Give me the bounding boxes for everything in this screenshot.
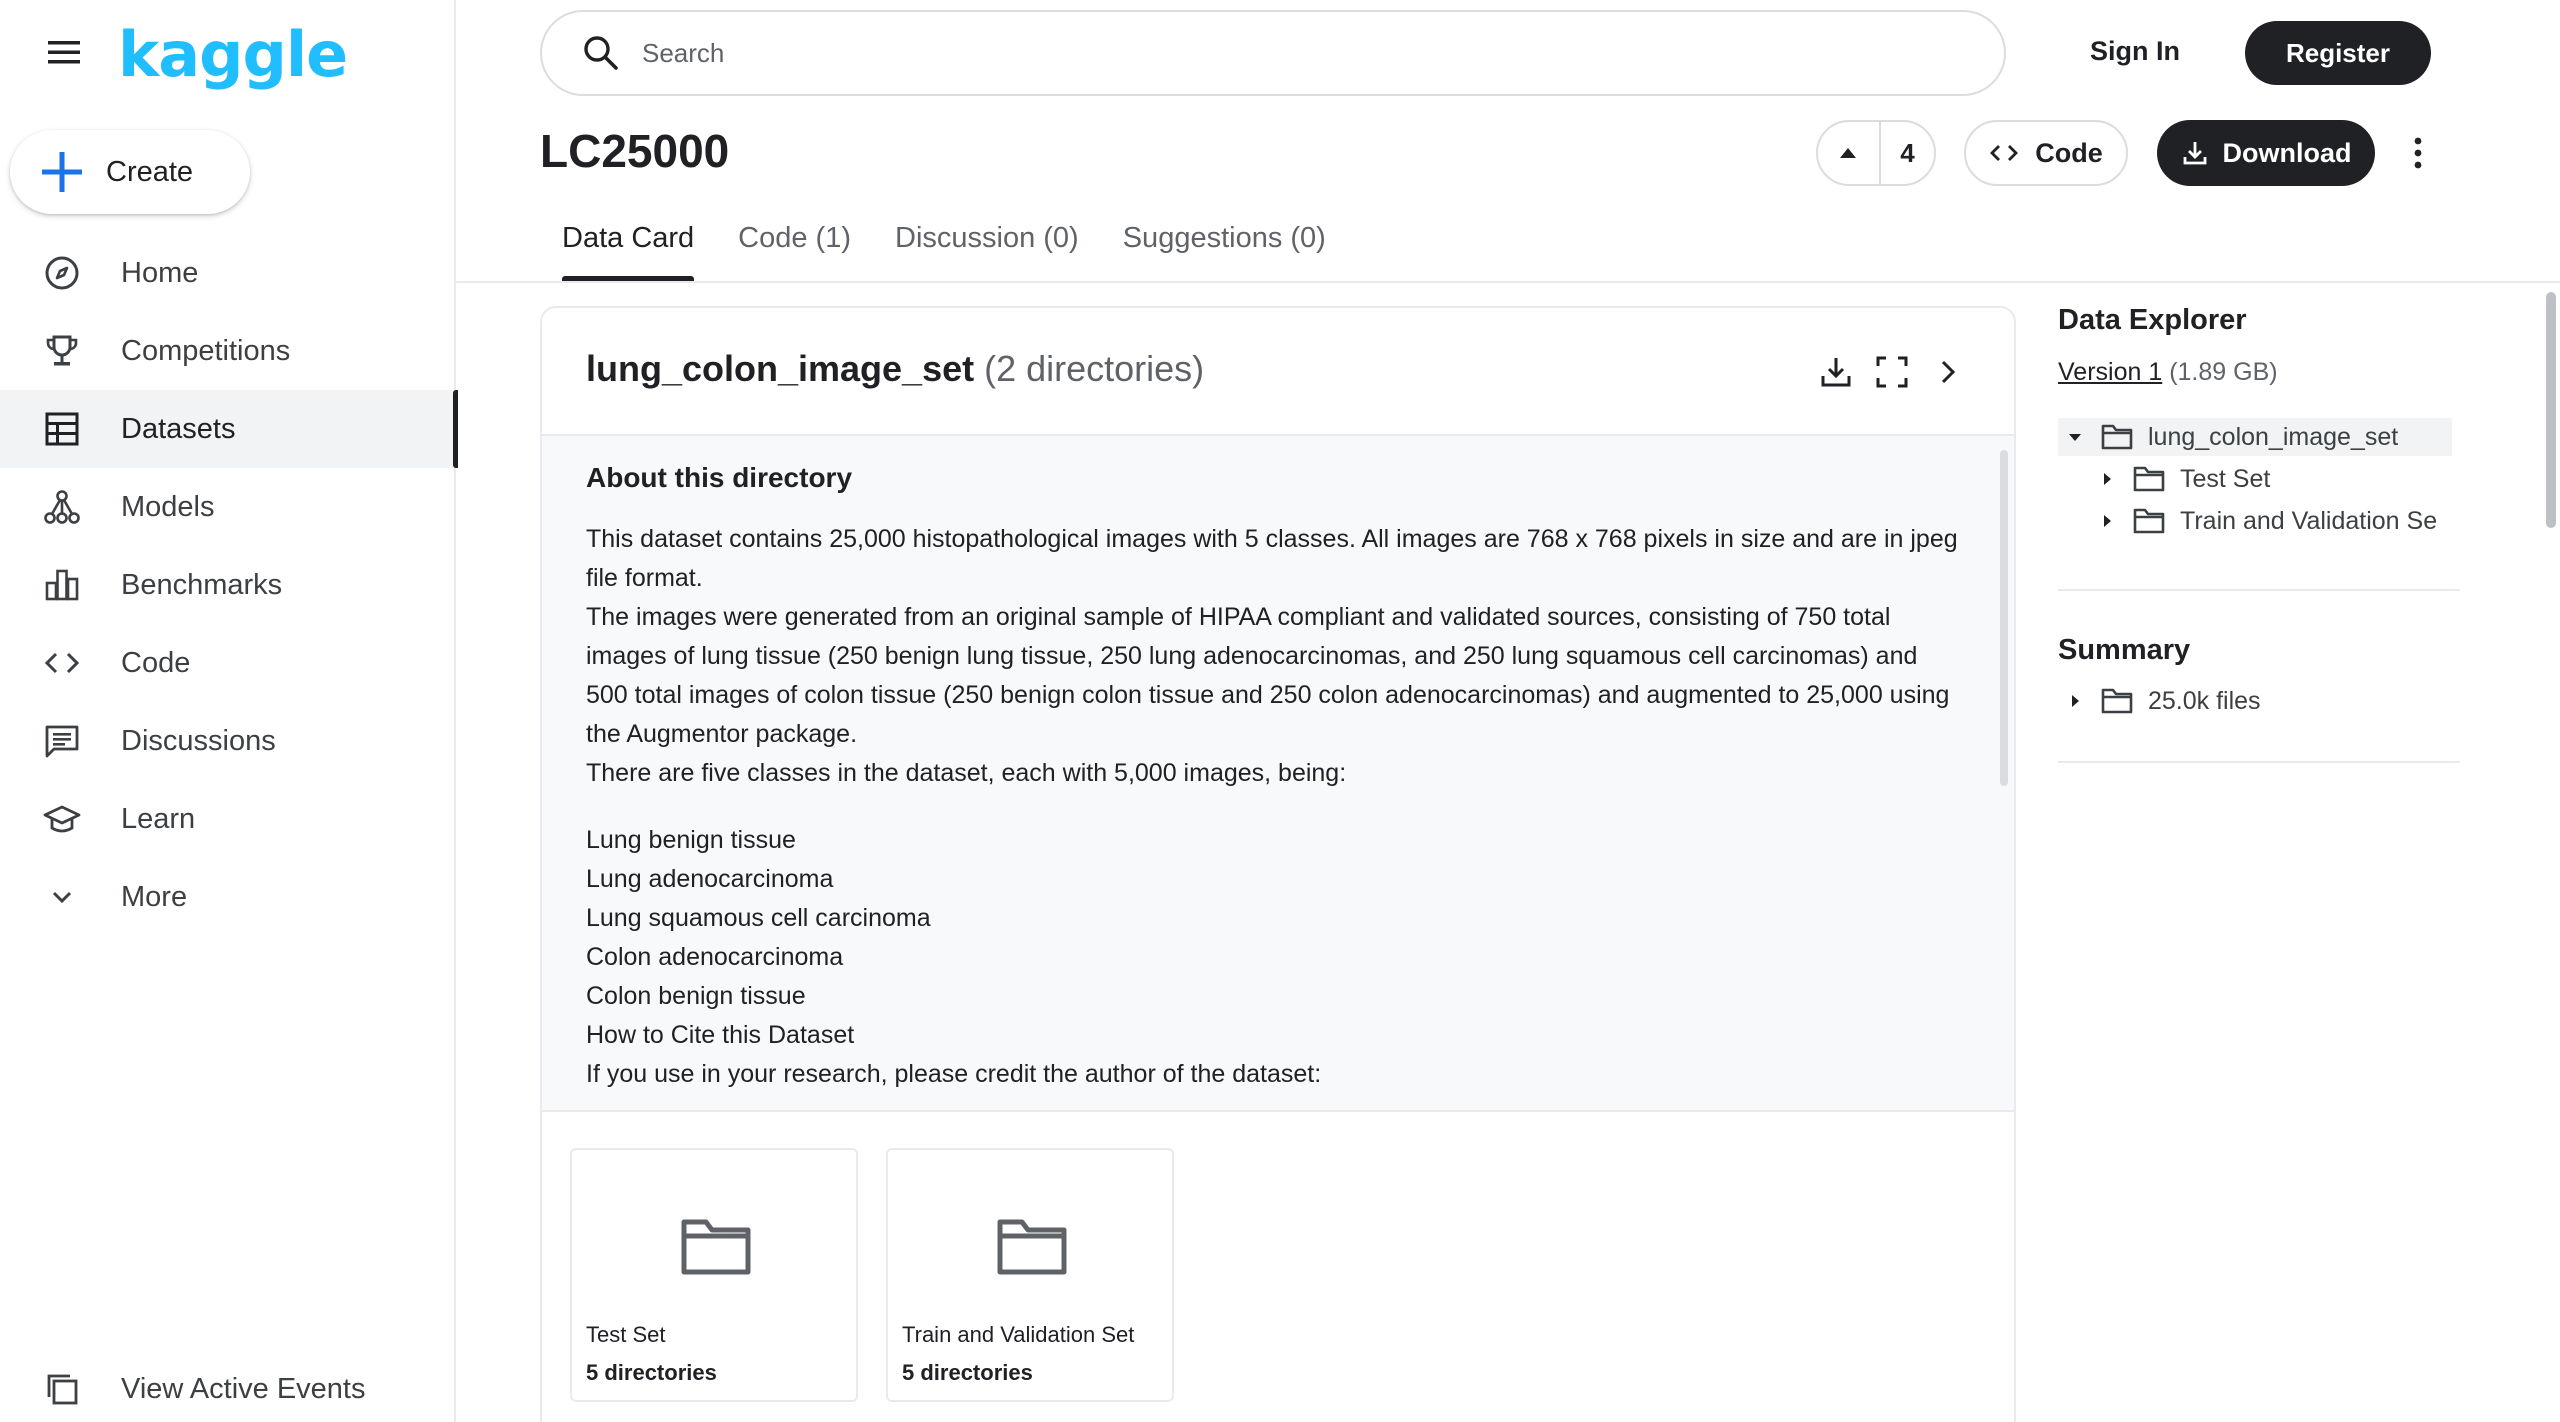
- comments-icon: [42, 721, 82, 761]
- sidebar-item-learn[interactable]: [0, 780, 456, 858]
- sidebar-item-benchmarks[interactable]: [0, 546, 456, 624]
- summary-files-item[interactable]: [2058, 682, 2438, 720]
- download-icon[interactable]: [1818, 354, 1854, 390]
- directory-count: (2 directories): [984, 348, 1205, 389]
- vote-count: 4: [1900, 137, 1915, 168]
- folder-icon: [2100, 687, 2134, 715]
- fullscreen-icon[interactable]: [1874, 354, 1910, 390]
- code-icon: [42, 643, 82, 683]
- download-button-label: Download: [2222, 137, 2352, 168]
- more-options-icon[interactable]: [2402, 133, 2434, 173]
- folder-icon: [996, 1216, 1068, 1276]
- version-size: (1.89 GB): [2169, 358, 2278, 386]
- caret-up-icon: [1838, 146, 1858, 160]
- folder-icon: [2132, 465, 2166, 493]
- tree-item-test-set[interactable]: [2090, 460, 2460, 498]
- about-directory-section: [542, 436, 2014, 1112]
- sidebar-item-more[interactable]: [0, 858, 456, 936]
- class-list-item: Colon adenocarcinoma: [586, 943, 844, 971]
- data-explorer-title: Data Explorer: [2058, 304, 2247, 336]
- chevron-down-icon: [42, 877, 82, 917]
- sidebar-item-models[interactable]: [0, 468, 456, 546]
- sidebar-item-home[interactable]: [0, 234, 456, 312]
- about-title: About this directory: [586, 462, 853, 493]
- sign-in-button[interactable]: Sign In: [2090, 36, 2180, 66]
- directory-title: [586, 348, 1204, 390]
- tile-name: Train and Validation Set: [902, 1322, 1135, 1347]
- tile-name: Test Set: [586, 1322, 666, 1347]
- graduation-cap-icon: [42, 799, 82, 839]
- card-header: [542, 308, 2014, 436]
- tree-item-lung-colon-image-set[interactable]: [2058, 418, 2452, 456]
- code-button[interactable]: [1964, 120, 2128, 186]
- trophy-icon: [42, 331, 82, 371]
- tree-item-label: Train and Validation Se: [2180, 506, 2438, 535]
- sidebar-item-label: Competitions: [121, 334, 291, 367]
- class-list-item: Colon benign tissue: [586, 982, 806, 1010]
- page-title: LC25000: [540, 125, 730, 177]
- folder-icon: [2132, 507, 2166, 535]
- summary-title: Summary: [2058, 634, 2191, 666]
- tab-code[interactable]: Code (1): [738, 222, 851, 254]
- sidebar-item-label: Benchmarks: [121, 568, 283, 601]
- sidebar-item-label: Learn: [121, 802, 196, 835]
- class-list-item: Lung benign tissue: [586, 826, 796, 854]
- table-icon: [42, 409, 82, 449]
- about-body: [586, 520, 1966, 1094]
- explorer-divider: [2058, 589, 2460, 591]
- class-list-item: Lung adenocarcinoma: [586, 865, 834, 893]
- sidebar-item-label: Home: [121, 256, 199, 289]
- sidebar-item-label: Code: [121, 646, 191, 679]
- caret-right-icon[interactable]: [2098, 512, 2116, 530]
- models-icon: [42, 487, 82, 527]
- sidebar-item-label: Discussions: [121, 724, 276, 757]
- version-info: [2058, 358, 2278, 387]
- tree-item-label: Test Set: [2180, 464, 2271, 493]
- download-icon: [2181, 139, 2209, 167]
- folder-icon: [680, 1216, 752, 1276]
- create-button[interactable]: [10, 130, 250, 214]
- bar-chart-icon: [42, 565, 82, 605]
- tabs-divider: [456, 281, 2560, 283]
- caret-down-icon[interactable]: [2066, 428, 2084, 446]
- search-input[interactable]: [642, 38, 1942, 69]
- about-scrollbar[interactable]: [2000, 450, 2008, 786]
- summary-divider: [2058, 761, 2460, 763]
- tab-data-card[interactable]: Data Card: [540, 210, 716, 282]
- tree-item-label: lung_colon_image_set: [2148, 422, 2399, 451]
- search-bar[interactable]: [540, 10, 2006, 96]
- sidebar: [0, 0, 456, 1422]
- chevron-right-icon[interactable]: [1930, 354, 1966, 390]
- directory-tiles: [542, 1112, 2014, 1422]
- menu-icon[interactable]: [44, 36, 84, 68]
- caret-right-icon[interactable]: [2066, 692, 2084, 710]
- sidebar-item-label: More: [121, 880, 188, 913]
- about-paragraph: This dataset contains 25,000 histopathological images with 5 classes. All images are 768 x 768 pixels in size and are in jpeg file format.: [586, 525, 1958, 592]
- tile-count: 5 directories: [902, 1360, 1033, 1385]
- view-active-events-link[interactable]: [0, 1350, 456, 1422]
- dataset-tabs: [540, 210, 1348, 282]
- sidebar-item-label: Datasets: [121, 412, 236, 445]
- code-icon: [1989, 138, 2019, 168]
- sidebar-item-code[interactable]: [0, 624, 456, 702]
- sidebar-item-datasets[interactable]: [0, 390, 456, 468]
- summary-files-label: 25.0k files: [2148, 686, 2261, 715]
- about-paragraph: The images were generated from an original sample of HIPAA compliant and validated sources, consisting of 750 total images of lung tissue (250 benign lung tissue, 250 lung adenocarcinomas, and 250 lung squamous cell carcinomas) and 500 total images of colon tissue (250 benign colon tissue and 250 colon adenocarcinomas) and augmented to 25,000 using the Augmentor package.: [586, 603, 1950, 748]
- plus-icon: [40, 150, 84, 194]
- folder-tile-test-set[interactable]: [570, 1148, 858, 1402]
- about-paragraph: There are five classes in the dataset, each with 5,000 images, being:: [586, 759, 1347, 787]
- create-label: Create: [106, 155, 194, 188]
- tab-suggestions[interactable]: Suggestions (0): [1122, 222, 1326, 254]
- download-button[interactable]: [2157, 120, 2375, 186]
- register-button[interactable]: Register: [2245, 21, 2431, 85]
- caret-right-icon[interactable]: [2098, 470, 2116, 488]
- sidebar-item-competitions[interactable]: [0, 312, 456, 390]
- view-active-events-label: View Active Events: [121, 1372, 366, 1405]
- page-scrollbar[interactable]: [2546, 292, 2556, 528]
- citation-text: If you use in your research, please credit the author of the dataset:: [586, 1060, 1322, 1088]
- kaggle-logo[interactable]: kaggle: [118, 18, 348, 91]
- code-button-label: Code: [2035, 137, 2103, 168]
- citation-heading: How to Cite this Dataset: [586, 1021, 855, 1049]
- class-list-item: Lung squamous cell carcinoma: [586, 904, 931, 932]
- folder-icon: [2100, 423, 2134, 451]
- upvote-button[interactable]: [1818, 122, 1881, 184]
- compass-icon: [42, 253, 82, 293]
- sidebar-item-discussions[interactable]: [0, 702, 456, 780]
- folder-tile-train-validation-set[interactable]: [886, 1148, 1174, 1402]
- search-icon: [582, 34, 620, 72]
- sidebar-item-label: Models: [121, 490, 215, 523]
- version-link[interactable]: Version 1: [2058, 358, 2163, 386]
- directory-name: lung_colon_image_set: [586, 348, 975, 389]
- tile-count: 5 directories: [586, 1360, 717, 1385]
- directory-card: [540, 306, 2016, 1422]
- tab-discussion[interactable]: Discussion (0): [895, 222, 1079, 254]
- events-icon: [42, 1369, 82, 1409]
- tree-item-train-validation-set[interactable]: [2090, 502, 2454, 540]
- upvote-control: [1816, 120, 1936, 186]
